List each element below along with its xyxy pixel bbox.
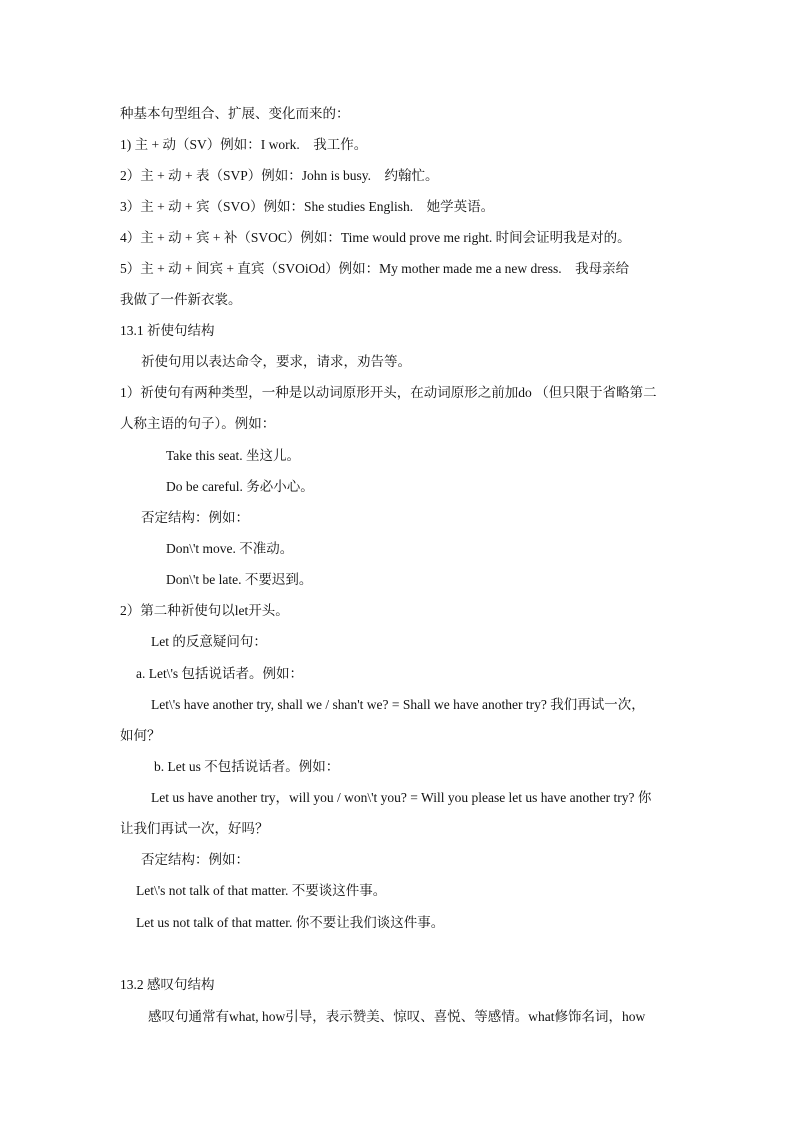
example-line: Let us not talk of that matter. 你不要让我们谈这件事。	[136, 915, 445, 930]
text-line: 祈使句用以表达命令，要求，请求，劝告等。	[141, 354, 411, 369]
example-line: Don\'t move. 不准动。	[166, 541, 294, 556]
text-line: 否定结构：例如：	[141, 852, 249, 867]
text-line: 人称主语的句子）。例如：	[120, 416, 276, 431]
text-line: 我做了一件新衣裳。	[120, 292, 242, 307]
example-line: Don\'t be late. 不要迟到。	[166, 572, 313, 587]
section-heading: 13.1 祈使句结构	[120, 323, 215, 338]
text-line: 种基本句型组合、扩展、变化而来的：	[120, 106, 350, 121]
text-line: 3）主 + 动 + 宾（SVO）例如：She studies English. 她学英语。	[120, 199, 495, 214]
text-line: 2）第二种祈使句以let开头。	[120, 603, 289, 618]
example-line: Do be careful. 务必小心。	[166, 479, 314, 494]
text-line: 2）主 + 动 + 表（SVP）例如：John is busy. 约翰忙。	[120, 168, 439, 183]
text-line: 4）主 + 动 + 宾 + 补（SVOC）例如：Time would prove me right. 时间会证明我是对的。	[120, 230, 631, 245]
text-line: 1）祈使句有两种类型，一种是以动词原形开头，在动词原形之前加do （但只限于省略第二	[120, 385, 657, 400]
text-line: 否定结构：例如：	[141, 510, 249, 525]
example-line: Let\'s have another try, shall we / shan't we? = Shall we have another try? 我们再试一次，	[151, 697, 645, 712]
example-line: Let\'s not talk of that matter. 不要谈这件事。	[136, 883, 387, 898]
example-line: Take this seat. 坐这儿。	[166, 448, 301, 463]
section-heading: 13.2 感叹句结构	[120, 977, 215, 992]
text-line: b. Let us 不包括说话者。例如：	[154, 759, 340, 774]
text-line: Let 的反意疑问句：	[151, 634, 267, 649]
text-line: 如何？	[120, 728, 161, 743]
example-line: Let us have another try，will you / won\'t you? = Will you please let us have another try? 你	[151, 790, 652, 805]
text-line: 1) 主 + 动（SV）例如：I work. 我工作。	[120, 137, 368, 152]
text-line: 5）主 + 动 + 间宾 + 直宾（SVOiOd）例如：My mother made me a new dress. 我母亲给	[120, 261, 630, 276]
text-line: a. Let\'s 包括说话者。例如：	[136, 666, 304, 681]
text-line: 让我们再试一次，好吗？	[120, 821, 269, 836]
text-line: 感叹句通常有what, how引导，表示赞美、惊叹、喜悦、等感情。what修饰名词，how	[148, 1009, 646, 1024]
